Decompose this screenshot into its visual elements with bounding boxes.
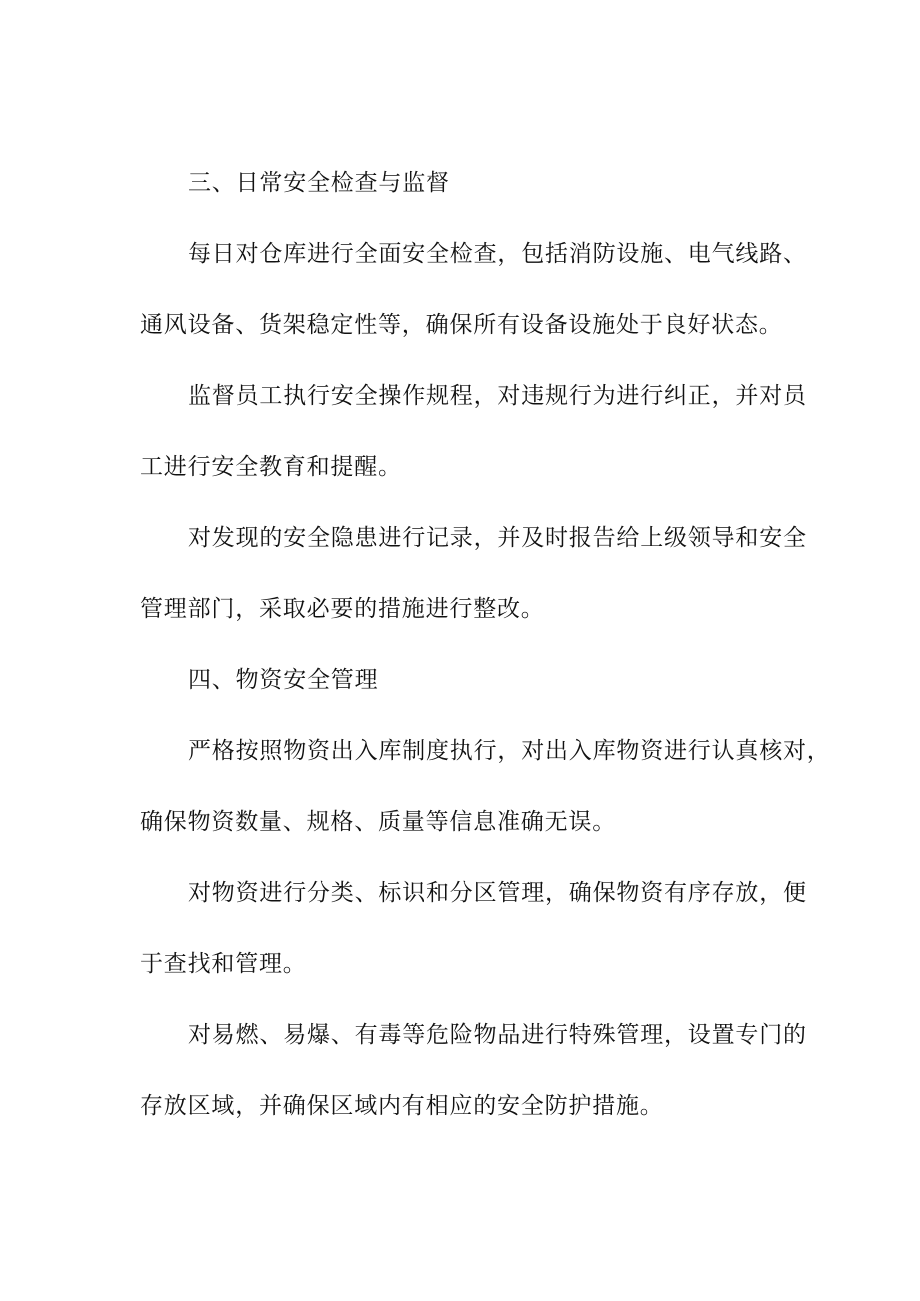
paragraph-line: 监督员工执行安全操作规程，对违规行为进行纠正，并对员 bbox=[188, 383, 807, 409]
document-body bbox=[140, 148, 831, 1142]
paragraph bbox=[140, 503, 807, 645]
paragraph-line: 对物资进行分类、标识和分区管理，确保物资有序存放，便 bbox=[188, 880, 807, 906]
paragraph-line: 工进行安全教育和提醒。 bbox=[140, 454, 402, 480]
paragraph bbox=[140, 858, 807, 1000]
paragraph-line: 对易燃、易爆、有毒等危险物品进行特殊管理，设置专门的 bbox=[188, 1022, 807, 1048]
paragraph-line: 管理部门，采取必要的措施进行整改。 bbox=[140, 596, 545, 622]
paragraph-line: 对发现的安全隐患进行记录，并及时报告给上级领导和安全 bbox=[188, 525, 807, 551]
section-heading: 四、物资安全管理 bbox=[188, 667, 379, 693]
paragraph-line: 存放区域，并确保区域内有相应的安全防护措施。 bbox=[140, 1093, 664, 1119]
paragraph-line: 通风设备、货架稳定性等，确保所有设备设施处于良好状态。 bbox=[140, 312, 783, 338]
paragraph bbox=[140, 219, 807, 361]
paragraph-line: 于查找和管理。 bbox=[140, 951, 307, 977]
paragraph-line: 每日对仓库进行全面安全检查，包括消防设施、电气线路、 bbox=[188, 241, 807, 267]
paragraph bbox=[140, 716, 831, 858]
paragraph-line: 确保物资数量、规格、质量等信息准确无误。 bbox=[140, 809, 616, 835]
section-heading: 三、日常安全检查与监督 bbox=[188, 170, 450, 196]
paragraph-line: 严格按照物资出入库制度执行，对出入库物资进行认真核对， bbox=[188, 738, 831, 764]
paragraph bbox=[140, 361, 807, 503]
paragraph bbox=[140, 1000, 807, 1142]
